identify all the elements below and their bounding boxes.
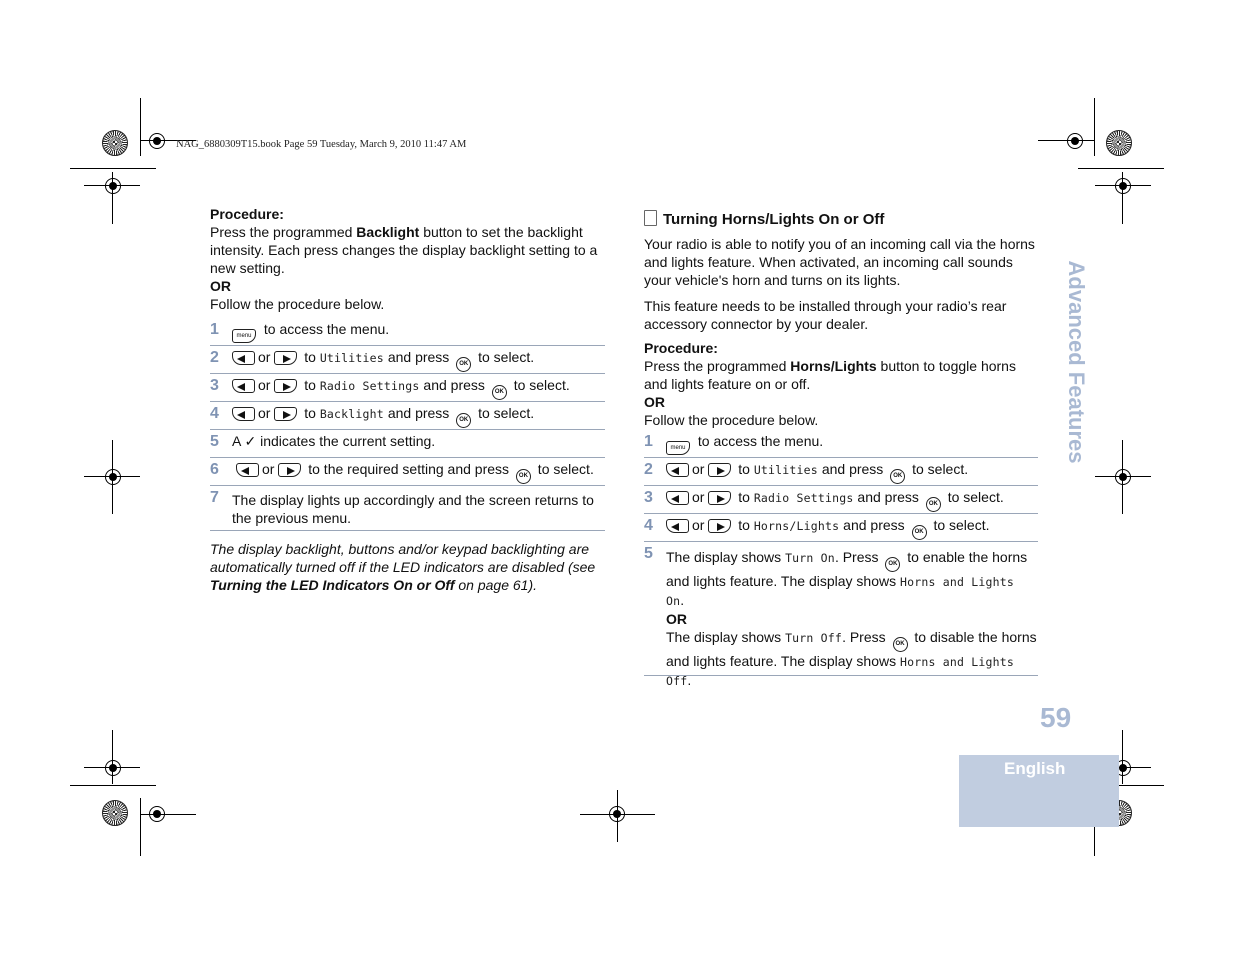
step: 6 or to the required setting and press OK to select.: [210, 458, 605, 486]
left-arrow-key-icon: [666, 519, 689, 533]
section-heading: Turning Horns/Lights On or Off: [644, 210, 884, 228]
step: 1 menu to access the menu.: [644, 430, 1038, 458]
left-column: [210, 205, 605, 313]
ok-key-icon: OK: [926, 497, 941, 512]
registration-target-icon: [105, 178, 121, 194]
menu-key-icon: menu: [666, 441, 690, 455]
left-arrow-key-icon: [236, 463, 259, 477]
procedure-text: Press the programmed Backlight button to set the backlight intensity. Each press changes the display backlight setting to a new setting.: [210, 224, 598, 276]
step: 3 or to Radio Settings and press OK to select.: [644, 486, 1038, 514]
book-info-header: NAG_6880309T15.book Page 59 Tuesday, March 9, 2010 11:47 AM: [176, 139, 467, 150]
checkmark-icon: ✓: [244, 433, 257, 449]
step: 2 or to Utilities and press OK to select.: [210, 346, 605, 374]
ok-key-icon: OK: [912, 525, 927, 540]
right-steps: [644, 430, 1038, 688]
step: 5 A ✓ indicates the current setting.: [210, 430, 605, 458]
registration-target-icon: [1067, 133, 1083, 149]
registration-target-icon: [609, 806, 625, 822]
ok-key-icon: OK: [516, 469, 531, 484]
or-label: OR: [644, 394, 665, 410]
right-arrow-key-icon: [278, 463, 301, 477]
ok-key-icon: OK: [492, 385, 507, 400]
registration-target-icon: [149, 133, 165, 149]
procedure-text: Press the programmed Horns/Lights button to toggle horns and lights feature on or off.: [644, 358, 1016, 392]
ok-key-icon: OK: [456, 357, 471, 372]
registration-target-icon: [105, 469, 121, 485]
intro-paragraph: Your radio is able to notify you of an incoming call via the horns and lights feature. When activated, an incoming call sounds your vehicle's horn and turns on its lights.: [644, 236, 1035, 288]
registration-wheel-icon: [1106, 130, 1132, 156]
step: 4 or to Backlight and press OK to select.: [210, 402, 605, 430]
right-arrow-key-icon: [708, 519, 731, 533]
registration-wheel-icon: [102, 130, 128, 156]
left-arrow-key-icon: [232, 379, 255, 393]
registration-target-icon: [1115, 178, 1131, 194]
right-arrow-key-icon: [708, 463, 731, 477]
left-steps: [210, 318, 605, 533]
procedure-label: Procedure:: [210, 206, 284, 222]
install-paragraph: This feature needs to be installed through your radio’s rear accessory connector by your dealer.: [644, 298, 1007, 332]
menu-key-icon: menu: [232, 329, 256, 343]
left-arrow-key-icon: [666, 463, 689, 477]
or-label: OR: [210, 278, 231, 294]
registration-wheel-icon: [102, 800, 128, 826]
registration-target-icon: [105, 760, 121, 776]
section-title-vertical: Advanced Features: [1064, 260, 1089, 464]
procedure-label: Procedure:: [644, 340, 718, 356]
step: 3 or to Radio Settings and press OK to select.: [210, 374, 605, 402]
left-arrow-key-icon: [232, 351, 255, 365]
registration-target-icon: [149, 806, 165, 822]
ok-key-icon: OK: [893, 637, 908, 652]
step: 5 The display shows Turn On. Press OK to enable the horns and lights feature. The display shows Horns and Lights On. OR The display shows Turn Off. Press OK to disable the horns and lights feature. The display shows Horns and Lights Off.: [644, 542, 1038, 676]
left-arrow-key-icon: [232, 407, 255, 421]
ok-key-icon: OK: [456, 413, 471, 428]
page-number: 59: [1040, 702, 1072, 733]
ok-key-icon: OK: [885, 557, 900, 572]
note-text: The display backlight, buttons and/or keypad backlighting are automatically turned off if the LED indicators are disabled (see Turning the LED Indicators On or Off on page 61).: [210, 541, 596, 593]
right-arrow-key-icon: [274, 351, 297, 365]
step: 1 menu to access the menu.: [210, 318, 605, 346]
ok-key-icon: OK: [890, 469, 905, 484]
right-arrow-key-icon: [274, 407, 297, 421]
right-arrow-key-icon: [708, 491, 731, 505]
right-column: [644, 235, 1039, 429]
step: 7 The display lights up accordingly and the screen returns to the previous menu.: [210, 486, 605, 531]
language-tab: English: [959, 755, 1119, 827]
registration-target-icon: [1115, 469, 1131, 485]
follow-text: Follow the procedure below.: [210, 296, 385, 312]
left-arrow-key-icon: [666, 491, 689, 505]
note-icon: [644, 210, 657, 226]
right-arrow-key-icon: [274, 379, 297, 393]
follow-text: Follow the procedure below.: [644, 412, 819, 428]
step: 2 or to Utilities and press OK to select.: [644, 458, 1038, 486]
step: 4 or to Horns/Lights and press OK to select.: [644, 514, 1038, 542]
